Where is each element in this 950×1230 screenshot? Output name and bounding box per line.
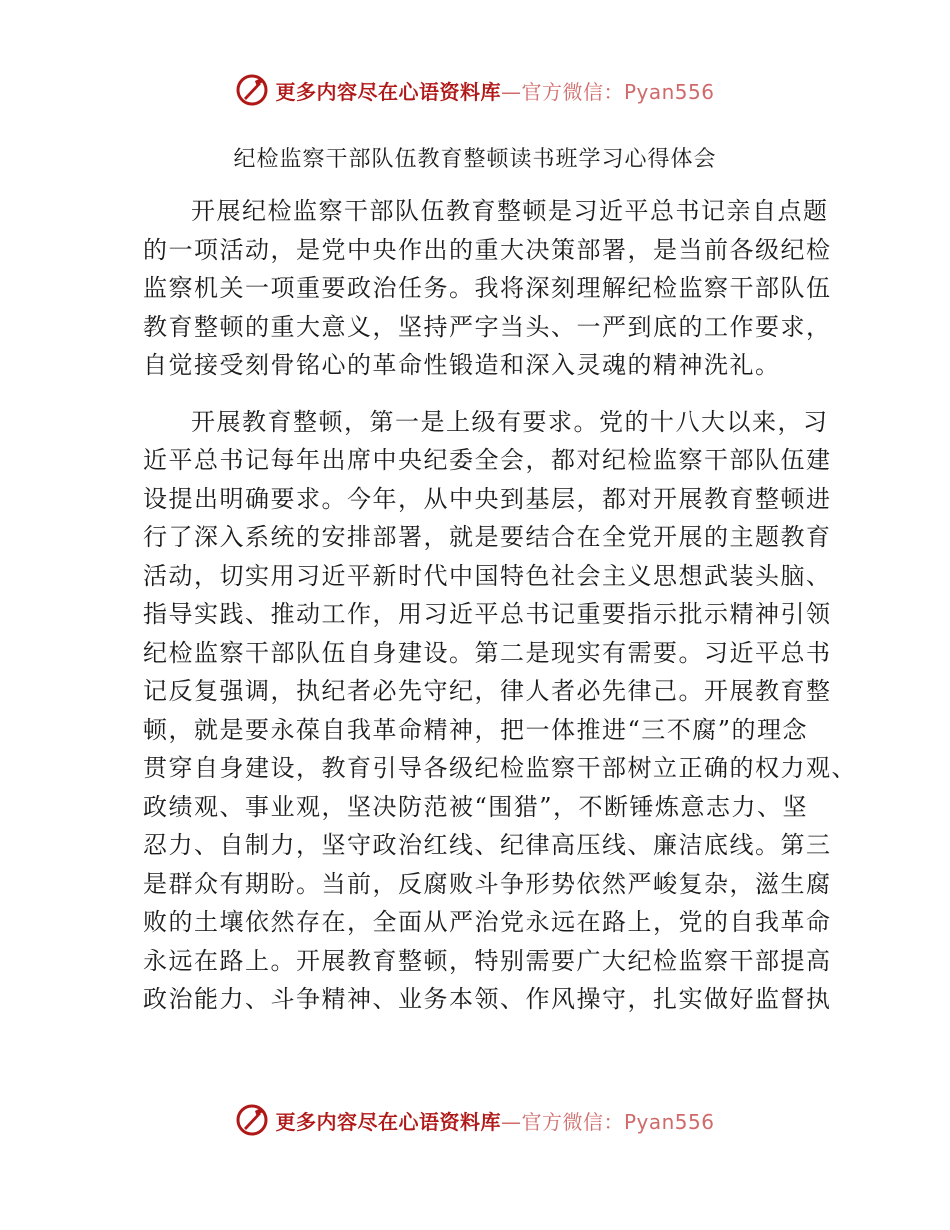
- paragraph-gap: [143, 385, 823, 403]
- text-line: 永远在路上。开展教育整顿，特别需要广大纪检监察干部提高: [143, 946, 832, 975]
- text-line: 纪检监察干部队伍自身建设。第二是现实有需要。习近平总书: [143, 638, 832, 667]
- text-line: 指导实践、推动工作，用习近平总书记重要指示批示精神引领: [143, 600, 832, 628]
- text-line: 设提出明确要求。今年，从中央到基层，都对开展教育整顿进: [143, 484, 832, 513]
- watermark-main: 更多内容尽在心语资料库: [275, 79, 501, 104]
- text-line: 败的土壤依然存在，全面从严治党永远在路上，党的自我革命: [143, 908, 832, 936]
- document-title: 纪检监察干部队伍教育整顿读书班学习心得体会: [233, 147, 717, 172]
- watermark-contact: —官方微信：Pyan556: [500, 1109, 715, 1134]
- text-line: 开展教育整顿，第一是上级有要求。党的十八大以来，习: [191, 407, 829, 436]
- watermark-main: 更多内容尽在心语资料库: [275, 1109, 501, 1134]
- text-line: 开展纪检监察干部队伍教育整顿是习近平总书记亲自点题: [191, 197, 829, 225]
- quill-logo-icon: [235, 1103, 269, 1137]
- watermark-footer: [0, 1100, 950, 1140]
- text-line: 顿，就是要永葆自我革命精神，把一体推进“三不腐”的理念: [143, 715, 809, 744]
- text-line: 贯穿自身建设，教育引导各级纪检监察干部树立正确的权力观、: [143, 754, 857, 782]
- text-line: 自觉接受刻骨铭心的革命性锻造和深入灵魂的精神洗礼。: [143, 351, 781, 379]
- watermark-header: [0, 70, 950, 110]
- document-body: [143, 192, 857, 1019]
- text-line: 的一项活动，是党中央作出的重大决策部署，是当前各级纪检: [143, 235, 832, 264]
- watermark-text: [275, 76, 714, 105]
- text-line: 行了深入系统的安排部署，就是要结合在全党开展的主题教育: [143, 523, 832, 551]
- watermark-contact: —官方微信：Pyan556: [500, 79, 715, 104]
- quill-logo-icon: [235, 73, 269, 107]
- text-line: 政治能力、斗争精神、业务本领、作风操守，扎实做好监督执: [143, 985, 832, 1013]
- text-line: 记反复强调，执纪者必先守纪，律人者必先律己。开展教育整: [143, 677, 832, 705]
- text-line: 政绩观、事业观，坚决防范被“围猎”，不断锤炼意志力、坚: [143, 792, 809, 821]
- text-line: 监察机关一项重要政治任务。我将深刻理解纪检监察干部队伍: [143, 274, 832, 302]
- watermark-text: [275, 1106, 714, 1135]
- text-line: 忍力、自制力，坚守政治红线、纪律高压线、廉洁底线。第三: [143, 831, 832, 859]
- text-line: 近平总书记每年出席中央纪委全会，都对纪检监察干部队伍建: [143, 446, 832, 474]
- text-line: 活动，切实用习近平新时代中国特色社会主义思想武装头脑、: [143, 561, 832, 590]
- text-line: 是群众有期盼。当前，反腐败斗争形势依然严峻复杂，滋生腐: [143, 869, 832, 898]
- text-line: 教育整顿的重大意义，坚持严字当头、一严到底的工作要求，: [143, 312, 832, 341]
